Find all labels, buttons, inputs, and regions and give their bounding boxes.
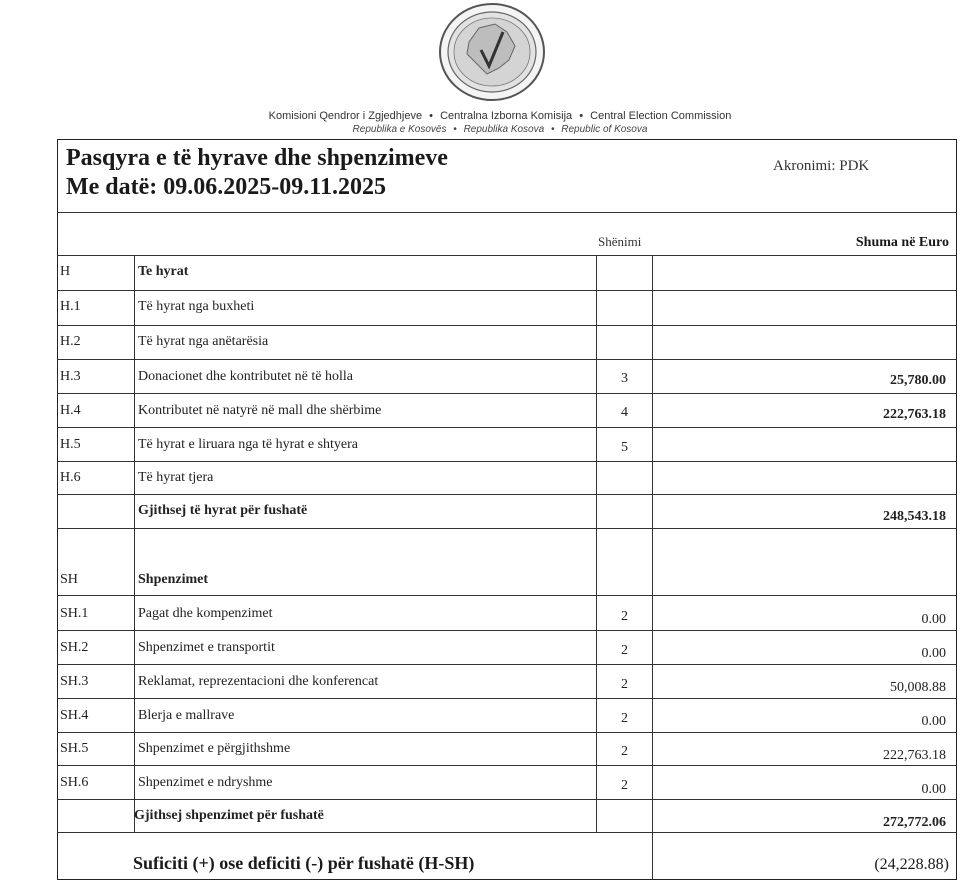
- republic-name-sq: Republika e Kosovës: [352, 124, 447, 135]
- row-label: Të hyrat nga anëtarësia: [138, 334, 269, 349]
- separator: •: [429, 110, 434, 122]
- org-header: [0, 110, 980, 122]
- divider: [57, 832, 957, 833]
- row-label: Të hyrat e liruara nga të hyrat e shtyera: [138, 437, 359, 452]
- row-code: H.3: [60, 369, 81, 384]
- row-note: 5: [621, 440, 628, 455]
- republic-header: [0, 124, 980, 135]
- row-code: SH.3: [60, 674, 89, 689]
- column-header-note: Shënimi: [598, 234, 642, 249]
- surplus-deficit-amount: (24,228.88): [874, 856, 949, 873]
- divider: [57, 212, 957, 213]
- row-code: SH.2: [60, 640, 89, 655]
- row-code: H.5: [60, 437, 81, 452]
- row-code: SH.6: [60, 775, 89, 790]
- row-amount: 222,763.18: [883, 407, 946, 422]
- row-label: Shpenzimet e përgjithshme: [138, 741, 291, 756]
- republic-name-en: Republic of Kosova: [561, 124, 648, 135]
- divider: [57, 595, 957, 596]
- org-name-sr: Centralna Izborna Komisija: [440, 110, 573, 122]
- statement-date-range: Me datë: 09.06.2025-09.11.2025: [66, 174, 386, 200]
- expenses-total-amount: 272,772.06: [883, 815, 946, 830]
- separator: •: [579, 110, 584, 122]
- row-code: H.2: [60, 334, 81, 349]
- income-total-label: Gjithsej të hyrat për fushatë: [138, 503, 308, 518]
- row-amount: 0.00: [921, 714, 946, 729]
- divider: [57, 732, 957, 733]
- divider: [57, 664, 957, 665]
- row-label: Pagat dhe kompenzimet: [138, 606, 273, 621]
- org-name-sq: Komisioni Qendror i Zgjedhjeve: [268, 110, 423, 122]
- row-note: 2: [621, 778, 628, 793]
- surplus-deficit-label: Suficiti (+) ose deficiti (-) për fushatë (H-SH): [133, 853, 475, 873]
- divider: [57, 765, 957, 766]
- party-acronym: Akronimi: PDK: [773, 158, 870, 174]
- row-label: Blerja e mallrave: [138, 708, 235, 723]
- row-label: Shpenzimet e transportit: [138, 640, 275, 655]
- row-amount: 50,008.88: [890, 680, 946, 695]
- divider: [57, 461, 957, 462]
- divider: [57, 359, 957, 360]
- row-note: 2: [621, 609, 628, 624]
- row-code: H.4: [60, 403, 81, 418]
- divider: [57, 290, 957, 291]
- row-note: 3: [621, 371, 628, 386]
- divider: [57, 630, 957, 631]
- row-amount: 0.00: [921, 782, 946, 797]
- row-label: Shpenzimet e ndryshme: [138, 775, 273, 790]
- section-heading-income: Te hyrat: [138, 264, 189, 279]
- row-label: Të hyrat nga buxheti: [138, 299, 255, 314]
- row-amount: 25,780.00: [890, 373, 946, 388]
- org-name-en: Central Election Commission: [590, 110, 732, 122]
- republic-name-sr: Republika Kosova: [463, 124, 545, 135]
- kosovo-cec-seal-icon: [437, 2, 547, 102]
- row-note: 4: [621, 405, 628, 420]
- row-code: SH.4: [60, 708, 89, 723]
- divider: [57, 325, 957, 326]
- separator: •: [550, 124, 555, 135]
- row-note: 2: [621, 711, 628, 726]
- income-total-amount: 248,543.18: [883, 509, 946, 524]
- page-title: [66, 144, 448, 202]
- statement-title: Pasqyra e të hyrave dhe shpenzimeve: [66, 145, 448, 171]
- row-code: H.1: [60, 299, 81, 314]
- divider: [57, 393, 957, 394]
- row-note: 2: [621, 643, 628, 658]
- divider: [57, 698, 957, 699]
- divider: [57, 427, 957, 428]
- row-amount: 222,763.18: [883, 748, 946, 763]
- row-amount: 0.00: [921, 646, 946, 661]
- divider: [57, 494, 957, 495]
- column-divider: [134, 255, 135, 832]
- row-code: SH.5: [60, 741, 89, 756]
- row-label: Të hyrat tjera: [138, 470, 214, 485]
- row-label: Donacionet dhe kontributet në të holla: [138, 369, 353, 384]
- row-note: 2: [621, 677, 628, 692]
- row-label: Kontributet në natyrë në mall dhe shërbime: [138, 403, 382, 418]
- row-code: H.6: [60, 470, 81, 485]
- row-label: Reklamat, reprezentacioni dhe konferencat: [138, 674, 379, 689]
- divider: [57, 255, 957, 256]
- row-code: SH.1: [60, 606, 89, 621]
- column-header-amount: Shuma në Euro: [855, 235, 949, 250]
- row-note: 2: [621, 744, 628, 759]
- divider: [57, 528, 957, 529]
- section-heading-expenses: Shpenzimet: [138, 572, 208, 587]
- section-code-income: H: [60, 264, 71, 279]
- divider: [57, 799, 957, 800]
- section-code-expenses: SH: [60, 572, 78, 587]
- row-amount: 0.00: [921, 612, 946, 627]
- expenses-total-label: Gjithsej shpenzimet për fushatë: [134, 808, 324, 823]
- separator: •: [453, 124, 457, 135]
